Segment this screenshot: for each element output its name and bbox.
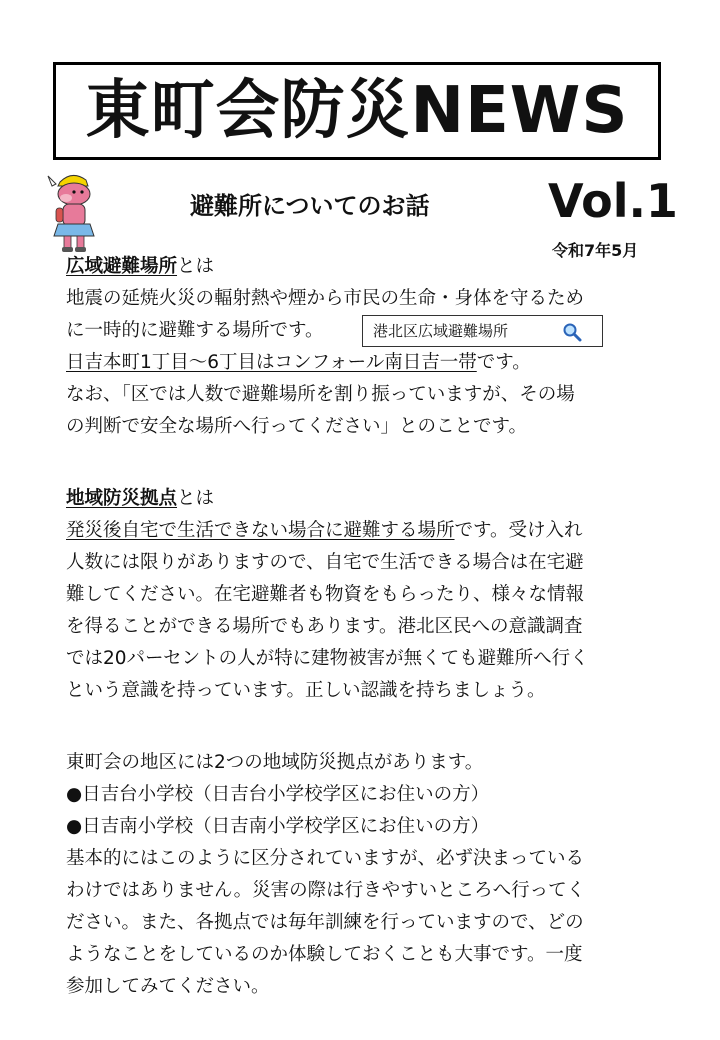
section3-item1: ●日吉台小学校（日吉台小学校学区にお住いの方） [66, 784, 490, 805]
section3-line1: 東町会の地区には2つの地域防災拠点があります。 [66, 752, 484, 773]
section2-line5: では20パーセントの人が特に建物被害が無くても避難所へ行く [66, 648, 589, 669]
section3-line4: ださい。また、各拠点では毎年訓練を行っていますので、どの [66, 912, 584, 933]
magnifier-icon [562, 322, 582, 342]
title-box [53, 62, 661, 160]
section1-heading: 広域避難場所 [66, 256, 178, 277]
section2-line6: という意識を持っています。正しい認識を持ちましょう。 [66, 680, 546, 701]
section1-line5: の判断で安全な場所へ行ってください」とのことです。 [66, 416, 528, 437]
search-label: 港北区広域避難場所 [373, 322, 509, 340]
subtitle: 避難所についてのお話 [190, 192, 430, 220]
section2-heading-suffix: とは [177, 488, 215, 509]
section1-line4: なお、「区では人数で避難場所を割り振っていますが、その場 [66, 384, 575, 405]
section1-line2: に一時的に避難する場所です。 [66, 320, 324, 341]
volume-number: Vol.1 [548, 174, 678, 228]
section2-heading: 地域防災拠点 [66, 488, 178, 509]
section2-line1-rest: です。受け入れ [454, 520, 583, 541]
section2-line4: を得ることができる場所でもあります。港北区民への意識調査 [66, 616, 583, 637]
section1-line3 [66, 347, 531, 379]
section2-line1 [66, 515, 583, 547]
section1-line3-rest: です。 [476, 352, 531, 373]
section2-line2: 人数には限りがありますので、自宅で生活できる場合は在宅避 [66, 552, 584, 573]
issue-date: 令和7年5月 [552, 241, 639, 260]
section1-line1: 地震の延焼火災の輻射熱や煙から市民の生命・身体を守るため [66, 288, 585, 309]
section3-line3: わけではありません。災害の際は行きやすいところへ行ってく [66, 880, 586, 901]
mascot-character-icon [44, 168, 100, 254]
section3-line6: 参加してみてください。 [66, 976, 270, 997]
section1-heading-line [66, 251, 214, 283]
page-title: 東町会防災NEWS [85, 74, 629, 148]
section2-line3: 難してください。在宅避難者も物資をもらったり、様々な情報 [66, 584, 585, 605]
section2-heading-line [66, 483, 214, 515]
section1-heading-suffix: とは [177, 256, 215, 277]
search-box [362, 315, 603, 347]
section3-line2: 基本的にはこのように区分されていますが、必ず決まっている [66, 848, 585, 869]
section1-area-text: 日吉本町1丁目～6丁目はコンフォール南日吉一帯 [66, 352, 477, 373]
section3-item2: ●日吉南小学校（日吉南小学校学区にお住いの方） [66, 816, 490, 837]
section3-line5: ようなことをしているのか体験しておくことも大事です。一度 [66, 944, 583, 965]
section2-definition: 発災後自宅で生活できない場合に避難する場所 [66, 520, 455, 541]
